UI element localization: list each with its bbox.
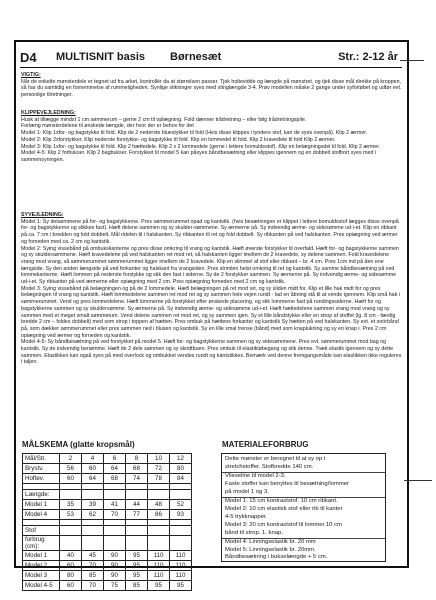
pattern-name: MULTISNIT basis <box>56 51 146 63</box>
value-cell <box>148 490 170 500</box>
table-row <box>23 571 192 581</box>
cutting-heading: KLIPPEVEJLEDNING: <box>21 110 76 116</box>
value-cell: 68 <box>126 464 148 474</box>
value-cell: 60 <box>60 474 82 484</box>
value-cell: 85 <box>126 581 148 591</box>
value-cell: 90 <box>104 571 126 581</box>
value-cell: 70 <box>82 581 104 591</box>
table-row <box>23 551 192 561</box>
material-box <box>221 453 386 562</box>
table-row <box>23 474 192 484</box>
row-label-cell: Længde: <box>23 490 60 500</box>
value-cell <box>60 536 82 551</box>
value-cell: 70 <box>104 510 126 520</box>
value-cell: 53 <box>60 510 82 520</box>
value-cell: 74 <box>126 474 148 484</box>
sewing-paragraph: Model 1: Sy delsømmene på for- og bagstykkerne. Pres sømmerummet opad og kantstik. (hvis besætningen er klippet i lettere bomuldsstof lægges disse ovenpå for- og bagstykkerne og stikkes fast). Hæft delene sammen og sy skulder-sømmene. Sy ærmerne på. Sy indvendig ærme- og sidesømme ud-i-et. Klip en ribkant på ca. 7 cm i bredden og fold dobbelt. Mål ridelen til i halskanten. Sy ribkanten til ret og fold dobbelt. Sy ribkanten på ved halskanten. Pres opiægning ved ærmer og forneden med ca. 2 cm og kantstik. <box>21 218 399 245</box>
value-cell <box>82 526 104 536</box>
value-cell: 95 <box>126 571 148 581</box>
value-cell: 64 <box>82 474 104 484</box>
important-section <box>21 72 403 99</box>
scan-margin-mark <box>404 480 432 481</box>
value-cell <box>60 490 82 500</box>
size-range: Str.: 2-12 år <box>338 51 398 63</box>
row-label-cell: Model 4-5 <box>23 581 60 591</box>
size-header-cell: 12 <box>170 454 192 464</box>
value-cell: 95 <box>126 561 148 571</box>
material-line: Model 2: 10 cm elastisk stof eller rib til kanter <box>225 506 343 512</box>
value-cell <box>170 536 192 551</box>
row-label-cell: Hoftev. <box>23 474 60 484</box>
sewing-paragraph: Model 2: Sying vissebånd på ombukskanterne og pres disse omkring til vrang og kantstik. Hæft øverste forstykker til overfald. Hæft for- og bagstykkerne sammen og sy skuldersømmene. Hæft kravedelene på ved halskanten ret mod ret, så halskanten ligger imellem de 2 kravedele, sy delene sammen. Fold kravedelene vrang mod vrang, så sømmerummet sømmerummet ligger imellem de 2 kravedele. Klip en slimmel af stof eller ribkant – br. 4 cm. Pres 1cm ind på den ene længside. Sy den anden længside på ved forkanter og halskant fra vrangsiden. Pres strimlen helst omkring til ret og kantstik. Sy samme båndbesætning på ved lommekanterne. Hæft lommen på nederste forstykke og stik den fast i siderne. Sy de 2 forstykker sammen. Sy ærmerne på. Sy indvendig ærme- og sidesømme ud-i-et. Sy ribkanter på ved ærmerne eller opiægning med 2 cm. Pres opiægning forneden med 2 cm og kantstik. <box>21 245 400 286</box>
size-header-cell: 4 <box>82 454 104 464</box>
table-header-row <box>23 454 192 464</box>
value-cell: 78 <box>148 474 170 484</box>
material-line: Faste stoffer kan benyttes til besætning/lommer <box>225 481 349 487</box>
table-row <box>23 490 192 500</box>
measurement-chart-title: MÅLSKEMA (glatte kropsmål) <box>22 440 135 449</box>
value-cell: 62 <box>82 510 104 520</box>
row-label-cell: forbrug (cm): <box>23 536 60 551</box>
value-cell <box>170 526 192 536</box>
value-cell <box>104 536 126 551</box>
cutting-line: Model 1: Klip 1xfor- og bagstykke til fold. Klip de 2 nederste bluestykker til fold (Hvis disse klippes i tyndere stof, kan de syes ovenpå). Klip 2 ærmer. <box>21 130 368 137</box>
value-cell: 110 <box>148 571 170 581</box>
value-cell: 72 <box>148 464 170 474</box>
cutting-line: Forlæng mønsterdelene til ønskede længde, der hvor der er behov for det <box>21 123 194 130</box>
value-cell <box>126 490 148 500</box>
size-header-cell: 6 <box>104 454 126 464</box>
value-cell <box>104 526 126 536</box>
value-cell <box>170 490 192 500</box>
value-cell: 56 <box>60 464 82 474</box>
value-cell <box>148 526 170 536</box>
value-cell: 45 <box>82 551 104 561</box>
value-cell: 85 <box>82 571 104 581</box>
material-line: Model 1: 15 cm kontraststof. 10 cm ribkant. <box>225 498 338 504</box>
value-cell: 110 <box>170 571 192 581</box>
value-cell: 95 <box>170 581 192 591</box>
table-row <box>23 536 192 551</box>
value-cell <box>148 536 170 551</box>
material-line: Model 3: 20 cm kontraststof til lommer.10 cm <box>225 522 342 528</box>
material-line: Dette mønster er beregnet til at sy op i <box>225 456 326 462</box>
header-rule <box>20 67 402 68</box>
value-cell: 44 <box>126 500 148 510</box>
value-cell: 80 <box>60 571 82 581</box>
value-cell: 110 <box>148 551 170 561</box>
size-header-cell: 8 <box>126 454 148 464</box>
value-cell <box>104 490 126 500</box>
value-cell: 110 <box>148 561 170 571</box>
value-cell: 48 <box>148 500 170 510</box>
value-cell: 64 <box>104 464 126 474</box>
value-cell: 60 <box>60 581 82 591</box>
material-line: på model 1 og 3. <box>225 489 269 495</box>
row-label-cell: Model 4 <box>23 510 60 520</box>
pattern-code: D4 <box>20 50 37 65</box>
cutting-section <box>21 110 403 164</box>
row-label-cell: Model 1 <box>23 500 60 510</box>
value-cell <box>82 490 104 500</box>
cutting-line: Model 3: Klip 1xfor- og bagstykke til fold. Klip 2 hættedele. Klip 2 x 2 lommedele (gerne i lettere bomuldsstof). Klip en belægningsdel til fold. Klip 2 ærmer. <box>21 143 381 150</box>
value-cell: 86 <box>148 510 170 520</box>
table-row <box>23 581 192 591</box>
size-header-cell: 10 <box>148 454 170 464</box>
value-cell <box>126 536 148 551</box>
value-cell: 60 <box>60 561 82 571</box>
table-row <box>23 561 192 571</box>
cutting-line: Model 2: Klip 2xforstykker. Klip nederste forstykke- og bagstykke til fold. Klip en lommedel til fold. Klip 2 kravedele til fold Klip 2 ærmer. <box>21 136 336 143</box>
cutting-line: Husk at tillægge mindst 1 cm sømmerum – gerne 2 cm til oplægning. Fold dænner trådretning – eller følg trådretningspile. <box>21 116 307 123</box>
value-cell: 90 <box>104 561 126 571</box>
pattern-title: Børnesæt <box>170 51 222 63</box>
material-line: bånd til strop. 1. knap. <box>225 530 283 536</box>
value-cell: 93 <box>170 510 192 520</box>
value-cell <box>60 526 82 536</box>
material-line: 4-5 trykknapper. <box>225 514 268 520</box>
row-label-cell: Model 1 <box>23 551 60 561</box>
table-row <box>23 510 192 520</box>
value-cell: 52 <box>170 500 192 510</box>
material-line: stretchstoffer. Stofbredde 140 cm. <box>225 464 314 470</box>
material-line: Model 5: Linningselastik br. 20mm. <box>225 547 316 553</box>
frame-left-border <box>14 40 16 568</box>
value-cell <box>82 536 104 551</box>
table-row <box>23 526 192 536</box>
value-cell: 95 <box>126 551 148 561</box>
size-label-cell: Mål/Str. <box>23 454 60 464</box>
value-cell: 80 <box>170 464 192 474</box>
measurement-table <box>22 453 192 591</box>
value-cell: 68 <box>104 474 126 484</box>
pattern-sheet <box>14 40 409 589</box>
material-line: Model 4: Linningselastik br. 20 mm <box>225 539 316 545</box>
row-label-cell: Model 3 <box>23 571 60 581</box>
value-cell: 75 <box>104 581 126 591</box>
important-text: Når de enkelte mønsterdele er tegnet ud fra arket, kontrollér da at størrelsen passer. Tjek holtevidde og længde på mønstret, og tjek disse mål direkte på kroppen, så har du samtidig en fornemmelse af rummeligheden. Synlige stikninger syes med stinglængde 3-4. Prøv modellen måske 2 gange under syforløbet og udfør evt. personlige tilretninger. <box>21 78 402 99</box>
table-row <box>23 464 192 474</box>
sewing-section <box>21 212 403 366</box>
value-cell: 40 <box>60 551 82 561</box>
value-cell: 60 <box>82 464 104 474</box>
sheet-header <box>20 50 404 66</box>
value-cell: 90 <box>104 551 126 561</box>
value-cell: 110 <box>170 551 192 561</box>
important-heading: VIGTIG: <box>21 72 41 78</box>
size-header-cell: 2 <box>60 454 82 464</box>
sewing-paragraph: Model 4-5: Sy båndbesætning på ved forstykket på model 5. Hæft for- og bagstykkerne sammen og sy sidesømmene. Pres evt. sømmerummet mod bag og kantstik. Sy de indvendig benømme. Hæft de 2 dele sammen og sy skridtbuen. Pres ombuk til elastikløbegang og stik denne. Træk elastik igennem og sy dette sammen. Elastikken kan også syes på med overlock og ombukket vendes rundt og kantstikkes. Bemærk ved denne fremgangsmåde kan elastikken ikke reguleres i taljen. <box>21 339 402 366</box>
value-cell <box>126 526 148 536</box>
row-label-cell: Stof <box>23 526 60 536</box>
value-cell: 70 <box>82 561 104 571</box>
material-title: MATERIALEFORBRUG <box>222 440 309 449</box>
value-cell: 84 <box>170 474 192 484</box>
material-line: Båndbesætning i bukselængde + 5 cm. <box>225 554 328 560</box>
frame-top-border <box>14 40 409 42</box>
scan-margin-mark <box>400 60 424 61</box>
value-cell: 41 <box>104 500 126 510</box>
value-cell: 95 <box>148 581 170 591</box>
material-line: Vlieseline til model 2-3. <box>225 473 286 479</box>
table-row <box>23 500 192 510</box>
sewing-heading: SYVEJLEDNING: <box>21 212 64 218</box>
cutting-line: Model 4-5: Klip 2 forbukser. Klip 2 bagbukser. Forstykket til model 5 kan påsyes båndbesætning eller klippes igennem og en dobbelt stofbort syes med i sammensyningen. <box>21 150 377 163</box>
value-cell: 39 <box>82 500 104 510</box>
value-cell: 35 <box>60 500 82 510</box>
sewing-paragraph: Model 3: Sying vissebånd på belægningen og på de 2 lommedele. Hæft belægningen på ret mod ret, og sy sliden midt for. Klip et lille hak midt for og pres belægningen til vrang og kantstik. Hæft lommedelene sammen ret mod ret og sy sammen hele vejen rundt - lad en åbning stå til at vende igennem. Klip små hak i sømmerummet. Vend og pres lommedelene. Hæft lommerne på forstykket efter ønskede placering, og stik lommerne fast på rundingssiderne. Hæft for og bagstykkerne sammen og sy skuldersømme. Sy ærmerne på. Sy indvendig ærme- og sidesømme ud-i-et. Hæft hættedelene sammen vrang mod vrang og sy sammen med et meget smalt sømmerum. Vend delene sammen ret mod ret, og sy sammen igen. Sy et lille båndstykke eller en strop af stoffet (lg. 8 cm - færdig bredde 2 cm – foldes dobbelt) med som strop i toppen af hætten. Pres ombuk på hættens forkanter og kantstik Sy hætten på ved halskanten. Sy evt. et snörbånd på, som dækker sømmerummet eller pres sømmen ned i blusen og kantstik. Sy en lille smal trense (bånd) med som knaplukning og sy en knap i. Pres 2 cm opiægning ved ærmer og forneden og kantstik. <box>21 285 400 339</box>
frame-right-border <box>407 40 409 568</box>
value-cell: 77 <box>126 510 148 520</box>
value-cell: 110 <box>170 561 192 571</box>
row-label-cell: Brystv. <box>23 464 60 474</box>
row-label-cell: Model 2 <box>23 561 60 571</box>
